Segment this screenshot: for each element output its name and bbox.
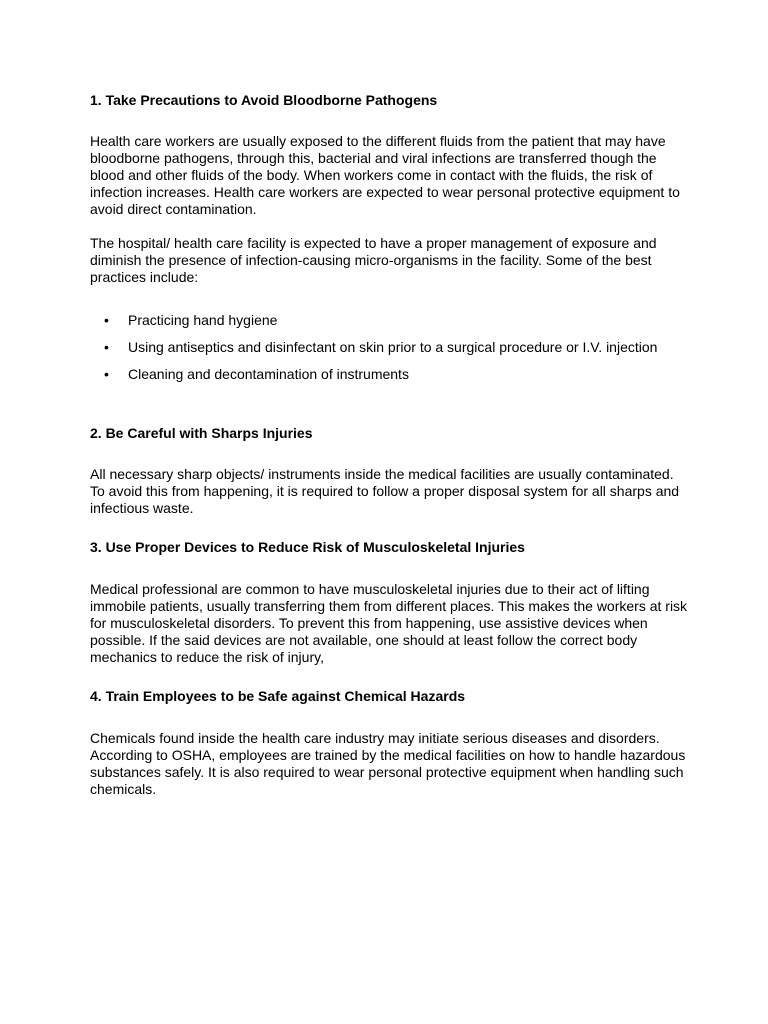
- section-paragraph: Chemicals found inside the health care industry may initiate serious diseases and disorders. According to OSHA, employees are trained by the medical facilities on how to handle hazardous substances safely. It is also required to wear personal protective equipment when handling such chemicals.: [90, 730, 686, 797]
- bullet-icon: •: [104, 339, 109, 355]
- section-paragraph: Health care workers are usually exposed to the different fluids from the patient that may have bloodborne pathogens, through this, bacterial and viral infections are transferred though the blood and other fluids of the body. When workers come in contact with the fluids, the risk of infection increases. Health care workers are expected to wear personal protective equipment to avoid direct contamination.: [90, 133, 680, 217]
- list-item: [90, 366, 690, 383]
- section-paragraph: All necessary sharp objects/ instruments inside the medical facilities are usually contaminated. To avoid this from happening, it is required to follow a proper disposal system for all sharps and infectious waste.: [90, 466, 680, 516]
- section-paragraph: The hospital/ health care facility is expected to have a proper management of exposure and diminish the presence of infection-causing micro-organisms in the facility. Some of the best practices include:: [90, 235, 657, 285]
- bullet-list: [90, 312, 690, 383]
- section-heading: 4. Train Employees to be Safe against Chemical Hazards: [90, 688, 466, 704]
- section-heading: 3. Use Proper Devices to Reduce Risk of Musculoskeletal Injuries: [90, 539, 525, 555]
- list-item: [90, 339, 690, 356]
- bullet-icon: •: [104, 366, 109, 382]
- section-heading: 1. Take Precautions to Avoid Bloodborne Pathogens: [90, 92, 438, 108]
- list-item-text: Practicing hand hygiene: [128, 312, 278, 328]
- bullet-icon: •: [104, 312, 109, 328]
- section-heading: 2. Be Careful with Sharps Injuries: [90, 425, 313, 441]
- document-page: [90, 92, 690, 798]
- list-item-text: Cleaning and decontamination of instruments: [128, 366, 409, 382]
- section-paragraph: Medical professional are common to have musculoskeletal injuries due to their act of lifting immobile patients, usually transferring them from different places. This makes the workers at risk for musculoskeletal disorders. To prevent this from happening, use assistive devices when possible. If the said devices are not available, one should at least follow the correct body mechanics to reduce the risk of injury,: [90, 581, 688, 665]
- list-item: [90, 312, 690, 329]
- list-item-text: Using antiseptics and disinfectant on skin prior to a surgical procedure or I.V. injection: [128, 339, 658, 355]
